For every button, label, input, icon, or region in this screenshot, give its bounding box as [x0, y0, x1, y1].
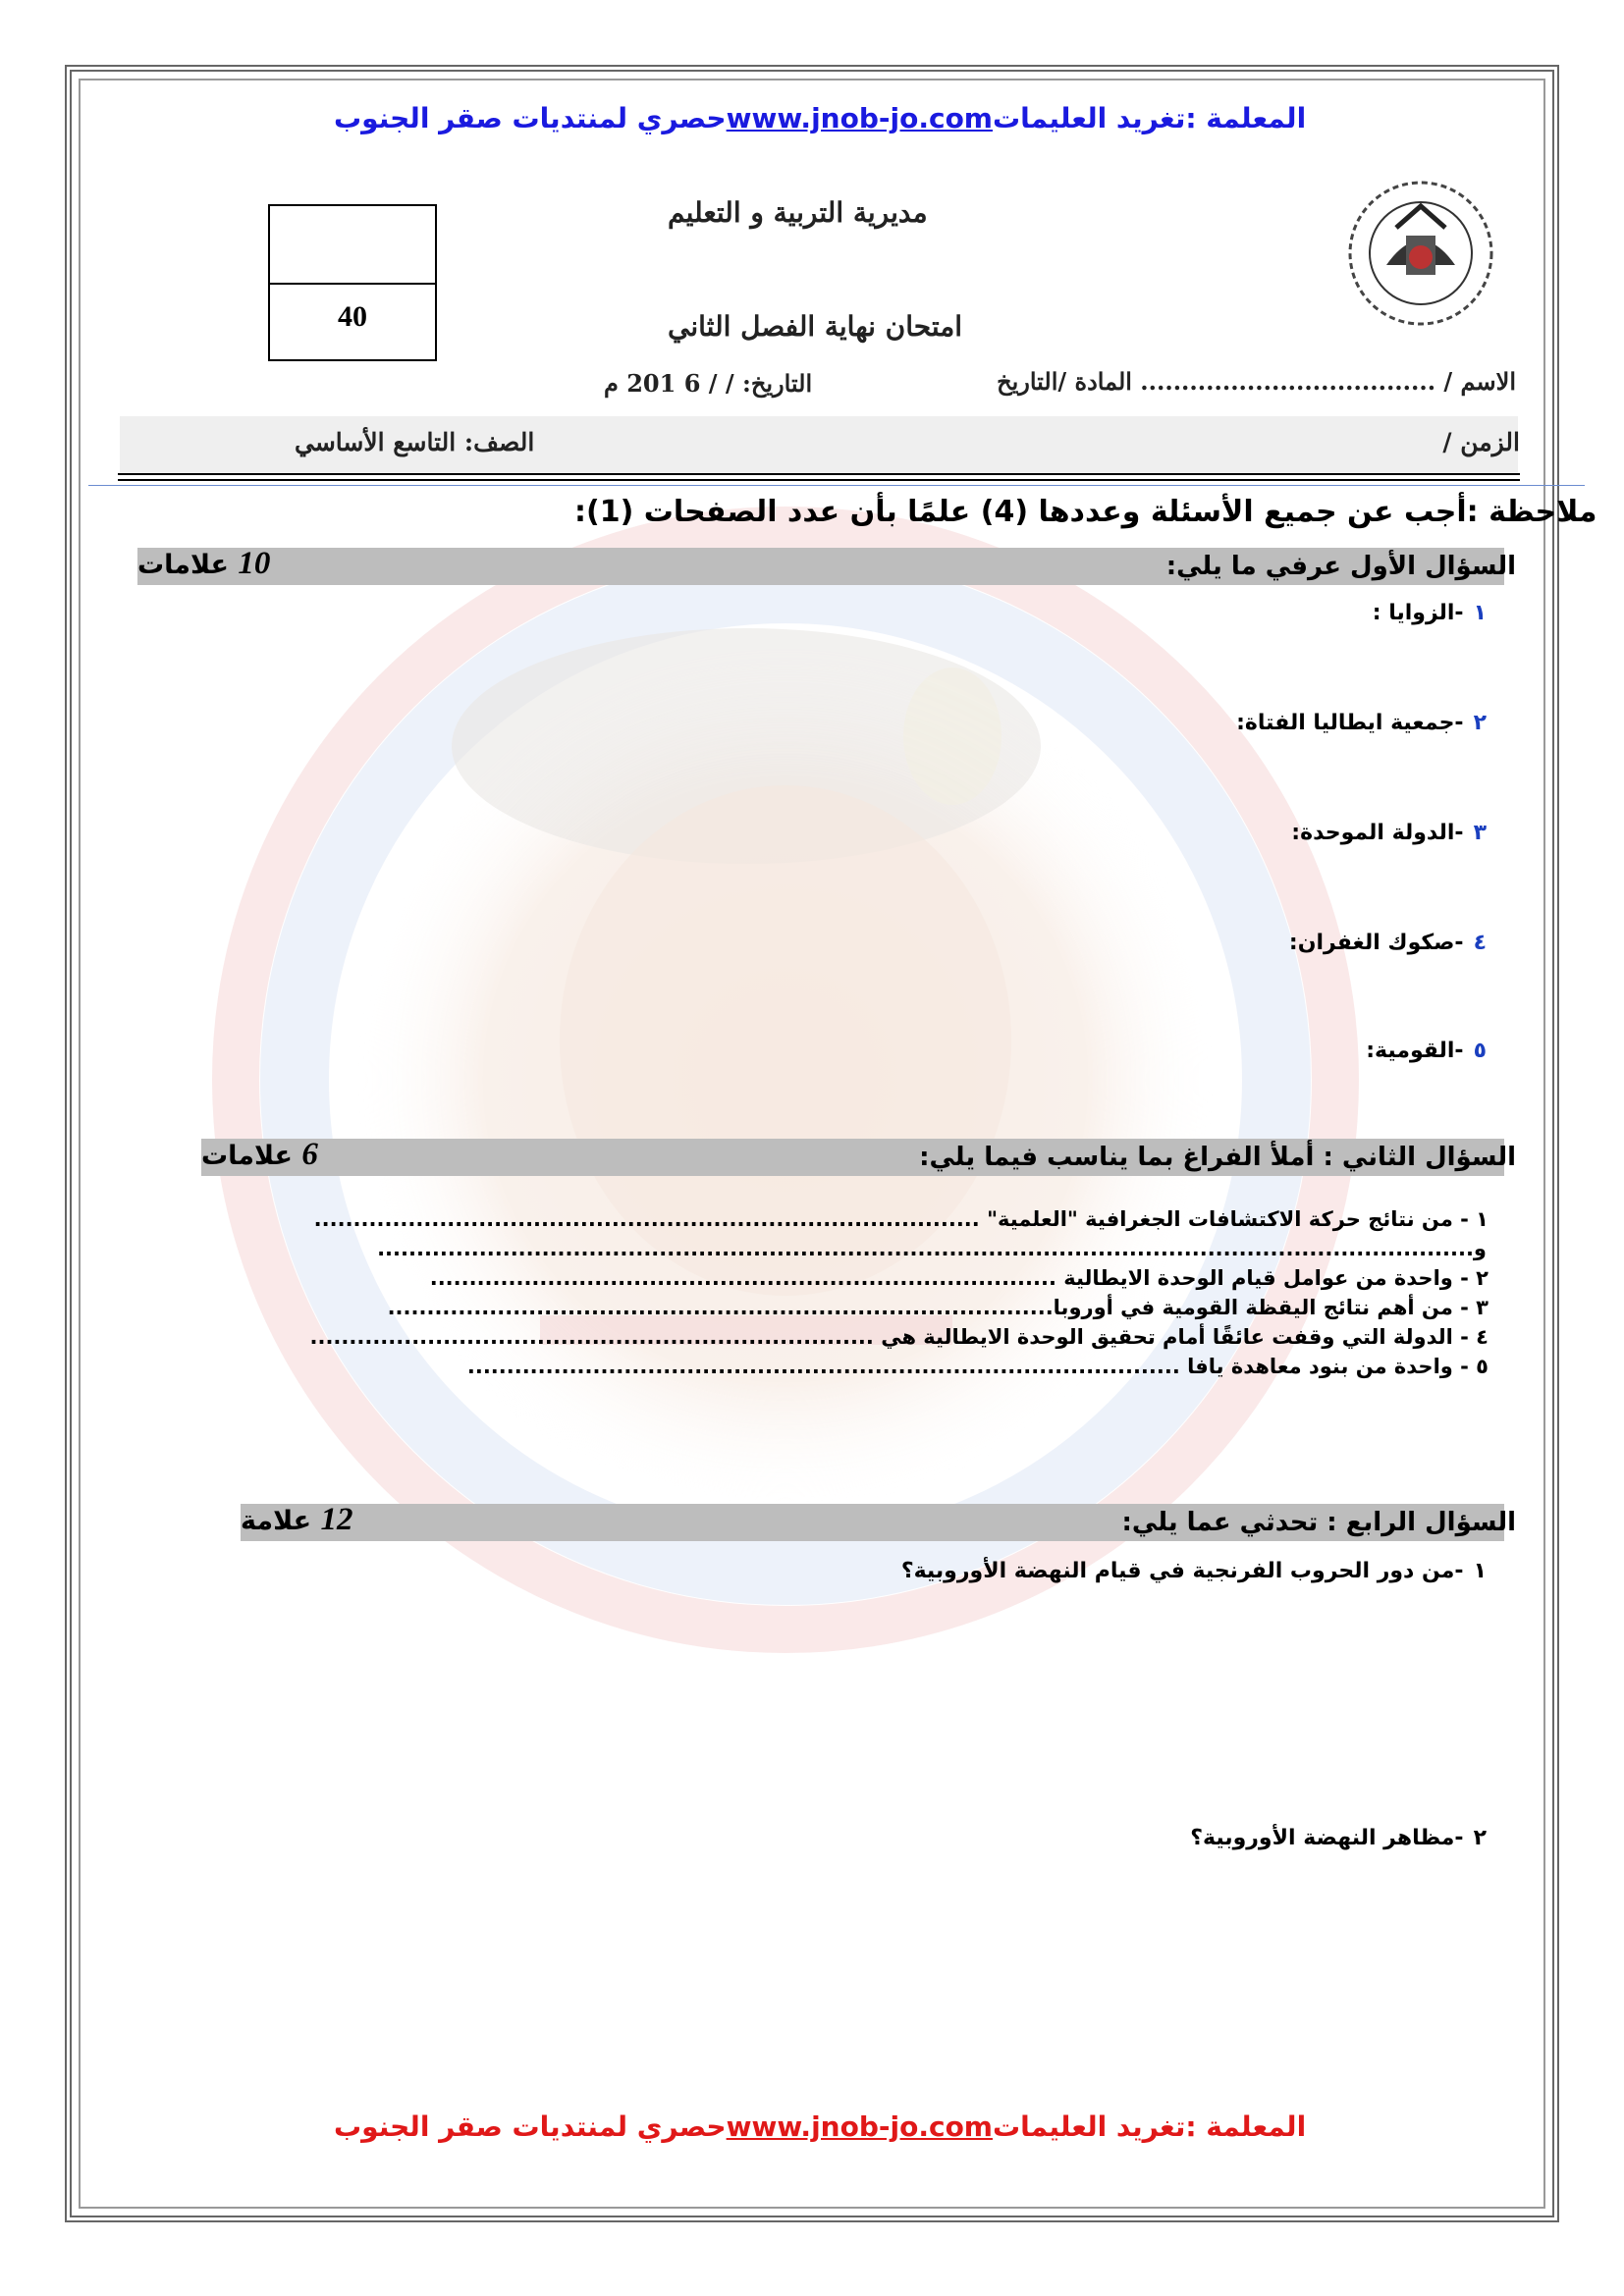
bottom-banner — [334, 2110, 1306, 2143]
royal-portrait-watermark-icon — [147, 491, 1424, 1669]
banner-url-link[interactable]: www.jnob-jo.com — [726, 102, 993, 134]
q2-line: ٢ - واحدة من عوامل قيام الوحدة الايطالية ................................................................................ — [429, 1266, 1489, 1290]
q2-line: ٥ - واحدة من بنود معاهدة يافا ........................................................................................... — [466, 1355, 1489, 1378]
q1-item — [1291, 821, 1487, 845]
q4-marks-number: 12 — [320, 1502, 353, 1537]
q2-line: ٣ - من أهم نتائج اليقظة القومية في أوروبا..................................................................................... — [387, 1296, 1489, 1319]
q1-item-text: -صكوك الغفران: — [1288, 931, 1464, 955]
q4-item-number: ١ — [1473, 1559, 1487, 1583]
q4-item — [1190, 1826, 1487, 1850]
banner-prefix: المعلمة :تغريد العليمات — [992, 102, 1307, 134]
q1-item — [1366, 1039, 1487, 1063]
q2-marks-word: علامات — [201, 1141, 293, 1171]
q1-item-number: ٤ — [1473, 931, 1487, 955]
directorate-title: مديرية التربية و التعليم — [668, 196, 928, 229]
grade-line: الصف: التاسع الأساسي — [295, 428, 535, 456]
q1-item-number: ١ — [1473, 601, 1487, 625]
q1-marks-number: 10 — [238, 546, 271, 581]
q1-item-text: -الدولة الموحدة: — [1291, 821, 1464, 845]
banner-prefix: المعلمة :تغريد العليمات — [992, 2110, 1307, 2143]
q4-item-text: -من دور الحروب الفرنجية في قيام النهضة الأوروبية؟ — [900, 1559, 1464, 1583]
date-line: التاريخ: / / 6 201 م — [604, 369, 813, 398]
score-box-total: 40 — [338, 300, 367, 333]
q4-item-text: -مظاهر النهضة الأوروبية؟ — [1190, 1826, 1464, 1850]
q4-item — [901, 1559, 1487, 1583]
header-divider-top — [118, 473, 1520, 475]
q1-item — [1236, 711, 1487, 735]
q2-marks-number: 6 — [301, 1137, 318, 1172]
header-divider-bottom — [118, 479, 1520, 481]
q1-item — [1373, 601, 1487, 625]
banner-suffix: حصري لمنتديات صقر الجنوب — [334, 2110, 727, 2143]
q1-item-number: ٣ — [1473, 821, 1487, 845]
q2-title: السؤال الثاني : أملأ الفراغ بما يناسب فيما يلي: — [919, 1143, 1516, 1172]
blue-rule — [88, 485, 1585, 486]
q1-item-number: ٢ — [1473, 711, 1487, 735]
top-banner — [334, 102, 1306, 134]
q4-marks — [241, 1502, 352, 1538]
q1-marks — [137, 546, 270, 582]
q1-title: السؤال الأول عرفي ما يلي: — [1165, 552, 1516, 581]
q2-line: ٤ - الدولة التي وقفت عائقًا أمام تحقيق الوحدة الايطالية هي ........................................................................ — [309, 1325, 1489, 1349]
q1-item-text: -القومية: — [1366, 1039, 1464, 1063]
q1-item-number: ٥ — [1473, 1039, 1487, 1063]
banner-suffix: حصري لمنتديات صقر الجنوب — [334, 102, 727, 134]
q1-marks-word: علامات — [137, 550, 229, 580]
score-box-earned-cell[interactable] — [270, 206, 435, 285]
q2-marks — [201, 1137, 318, 1173]
q1-item-text: -الزوايا : — [1372, 601, 1464, 625]
time-label: الزمن / — [1442, 428, 1520, 456]
jordan-ministry-emblem-icon — [1337, 177, 1504, 329]
exam-note: ملاحظة :أجب عن جميع الأسئلة وعددها (4) علمًا بأن عدد الصفحات (1): — [574, 495, 1597, 529]
q4-marks-word: علامة — [241, 1506, 312, 1536]
exam-title: امتحان نهاية الفصل الثاني — [668, 310, 963, 343]
name-subject-line: الاسم / .................................... المادة /التاريخ — [997, 367, 1516, 396]
q2-line: ١ - من نتائج حركة الاكتشافات الجغرافية "العلمية" ..................................................................................... — [313, 1207, 1489, 1231]
score-box — [268, 204, 437, 361]
q1-item-text: -جمعية ايطاليا الفتاة: — [1236, 711, 1464, 735]
banner-url-link[interactable]: www.jnob-jo.com — [726, 2110, 993, 2143]
q4-item-number: ٢ — [1473, 1826, 1487, 1850]
q2-line: و............................................................................................................................................ — [377, 1237, 1487, 1260]
q4-title: السؤال الرابع : تحدثي عما يلي: — [1121, 1508, 1516, 1537]
q1-item — [1289, 931, 1487, 955]
